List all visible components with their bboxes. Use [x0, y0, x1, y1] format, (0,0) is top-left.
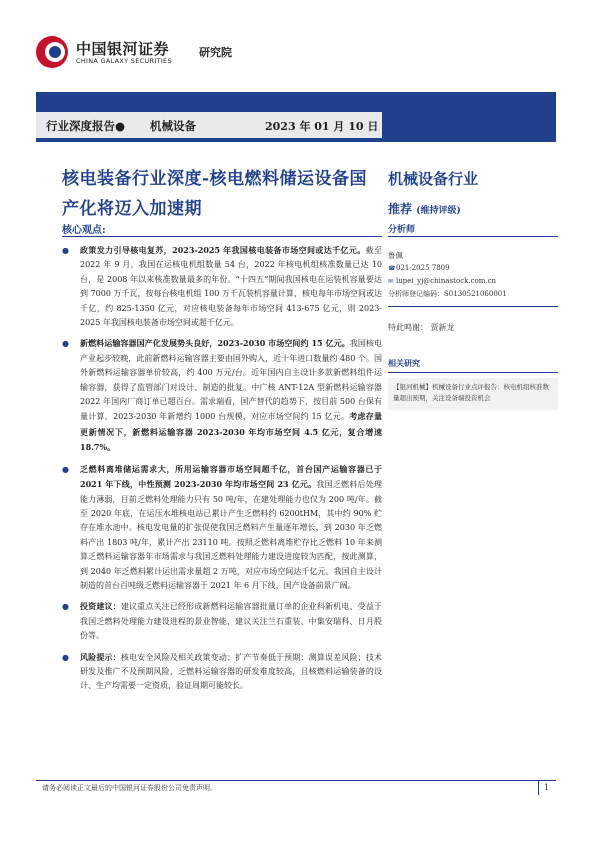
- analyst-heading: 分析师: [388, 225, 416, 235]
- bullet-text: 我国核电产业起步较晚，此前新燃料运输容器主要由国外购入，近十年进口数量约 480 个。国外新燃料运输容器单价较高，约 400 万元/台。近年国内自主设计多款新燃料组件运输容器，获得了监管部门对设计、制造的批复。中广核 ANT-12A 型新燃料运输容器 2022 年国内厂商订单已超百台。需求端看，国产替代的趋势下，按目前 500 台保有量计算，2023-2030 年新增约 1000 台规模，对应市场空间约 15 亿元。: [80, 339, 383, 422]
- disclaimer: 请务必阅读正文最后的中国银河证券股份公司免责声明。: [42, 784, 217, 792]
- bullet-text: 截至 2022 年 9 月，我国在运核电机组数量 54 台，2022 年核电机组核准数量已达 10 台，是 2008 年以来核准数量最多的年份。“十四五”期间我国核电在运装机容量要达到 7000 万千瓦，按每台核电机组 100 万千瓦装机容量计算，核电每年市场空间或达千亿，约 825-1350 亿元，对应核电装备每年市场空间 413-675 亿元，则 2023-2025 年我国核电装备市场空间或超千亿元。: [80, 246, 383, 328]
- logo-name: 中国银河证券: [76, 40, 170, 58]
- email-icon: ✉: [388, 278, 394, 285]
- bullet-marker-icon: ●: [62, 464, 69, 474]
- bullet-marker-icon: ●: [62, 246, 69, 255]
- divider: [388, 372, 558, 373]
- analyst-license: 分析师登记编码：S0130521060001: [388, 290, 507, 298]
- report-date: 2023 年 01 月 10 日: [265, 120, 379, 133]
- rating-label: 推荐: [388, 202, 413, 216]
- bullet-heading: 新燃料运输容器国产化发展势头良好，2023-2030 市场空间约 15 亿元。: [80, 338, 350, 349]
- divider: [62, 236, 382, 237]
- bullet-text: 核电安全风险及相关政策变动；扩产节奏低于预期；测算误差风险；技术研发及推广不及预期风险，乏燃料运输容器的研发难度较高，且核燃料运输装备的设计、生产均需要一定资质，验证周期可能较长。: [80, 652, 383, 691]
- bullet-heading: 风险提示：: [80, 651, 121, 662]
- report-industry: 机械设备: [150, 119, 196, 133]
- bullet-new-fuel: [62, 336, 382, 455]
- related-research-heading: 相关研究: [388, 358, 420, 368]
- rating: [388, 200, 461, 217]
- core-view-list: [62, 243, 382, 694]
- industry-heading: 机械设备行业: [388, 170, 479, 188]
- related-research-link[interactable]: 【银河机械】机械设备行业点评报告：核电机组核准数量超出预期，关注设备端投资机会: [393, 383, 549, 402]
- bullet-policy: [62, 243, 382, 330]
- divider: [388, 306, 558, 307]
- logo-english-name: CHINA GALAXY SECURITIES: [76, 57, 172, 65]
- bullet-investment: [62, 599, 382, 643]
- department-label: 研究院: [199, 46, 232, 59]
- bullet-marker-icon: ●: [62, 652, 69, 662]
- bullet-marker-icon: ●: [62, 602, 69, 612]
- bullet-risk: [62, 650, 382, 694]
- report-title: 核电装备行业深度-核电燃料储运设备国产化将迈入加速期: [62, 169, 368, 219]
- core-view-label: 核心观点:: [62, 225, 106, 236]
- bullet-text: 我国乏燃料后处理能力薄弱，目前乏燃料处理能力只有 50 吨/年，在建处理能力也仅为 200 吨/年。截至 2020 年底，在运压水堆核电站已累计产生乏燃料约 6200tHM，其中约 90% 贮存在堆水池中。核电发电量的扩张促使我国乏燃料产生量逐年增长，到 2030 年乏燃料产出 1803 吨/年，累计产出 23110 吨。按照乏燃料离堆贮存比乏燃料 10 年来测算乏燃料运输容器年市场需求与我国乏燃料处理能力建设进度较为匹配，按此测算，到 2040 年乏燃料累计运出需求量超 2 万吨，对应市场空间达千亿元。我国自主设计制造的首台百吨级乏燃料运输容器于 2021 年 6 月下线，国产设备前景广阔。: [80, 480, 382, 590]
- phone-icon: ☎: [388, 265, 396, 272]
- bullet-conclusion: 考虑存量更新情况下，新燃料运输容器 2023-2030 年均市场空间 4.5 亿元，复合增速 18.7%。: [80, 411, 382, 453]
- bullet-spent-fuel: [62, 462, 382, 594]
- page-number: 1: [544, 783, 550, 792]
- bullet-heading: 乏燃料离堆储运需求大，所用运输容器市场空间超千亿，首台国产运输容器已于 2021 年下线，中性预测 2023-2030 年均市场空间 23 亿元。: [80, 463, 382, 490]
- report-type: 行业深度报告●: [46, 119, 126, 133]
- divider: [388, 236, 558, 237]
- analyst-contact: [388, 262, 507, 301]
- bullet-text: 建议重点关注已经形成新燃料运输容器批量订单的企业科新机电、受益于我国乏燃料处理能力建设进程的景业智能，建议关注兰石重装、中集安瑞科、日月股份等。: [80, 602, 383, 641]
- logo-emblem-icon: [36, 36, 68, 68]
- analyst-phone: 021-2025 7809: [396, 264, 450, 272]
- analyst-name: 鲁佩: [388, 251, 403, 260]
- bullet-marker-icon: ●: [62, 339, 69, 349]
- analyst-email[interactable]: lupei_yj@chinastock.com.cn: [396, 277, 497, 285]
- footer-divider: [36, 780, 556, 781]
- rating-note: (维持评级): [416, 206, 461, 216]
- bullet-heading: 政策发力引导核电复苏，2023-2025 年我国核电装备市场空间或达千亿元。: [80, 245, 366, 255]
- bullet-heading: 投资建议：: [80, 601, 121, 612]
- acknowledgement: 特此鸣谢： 贾新龙: [388, 323, 455, 332]
